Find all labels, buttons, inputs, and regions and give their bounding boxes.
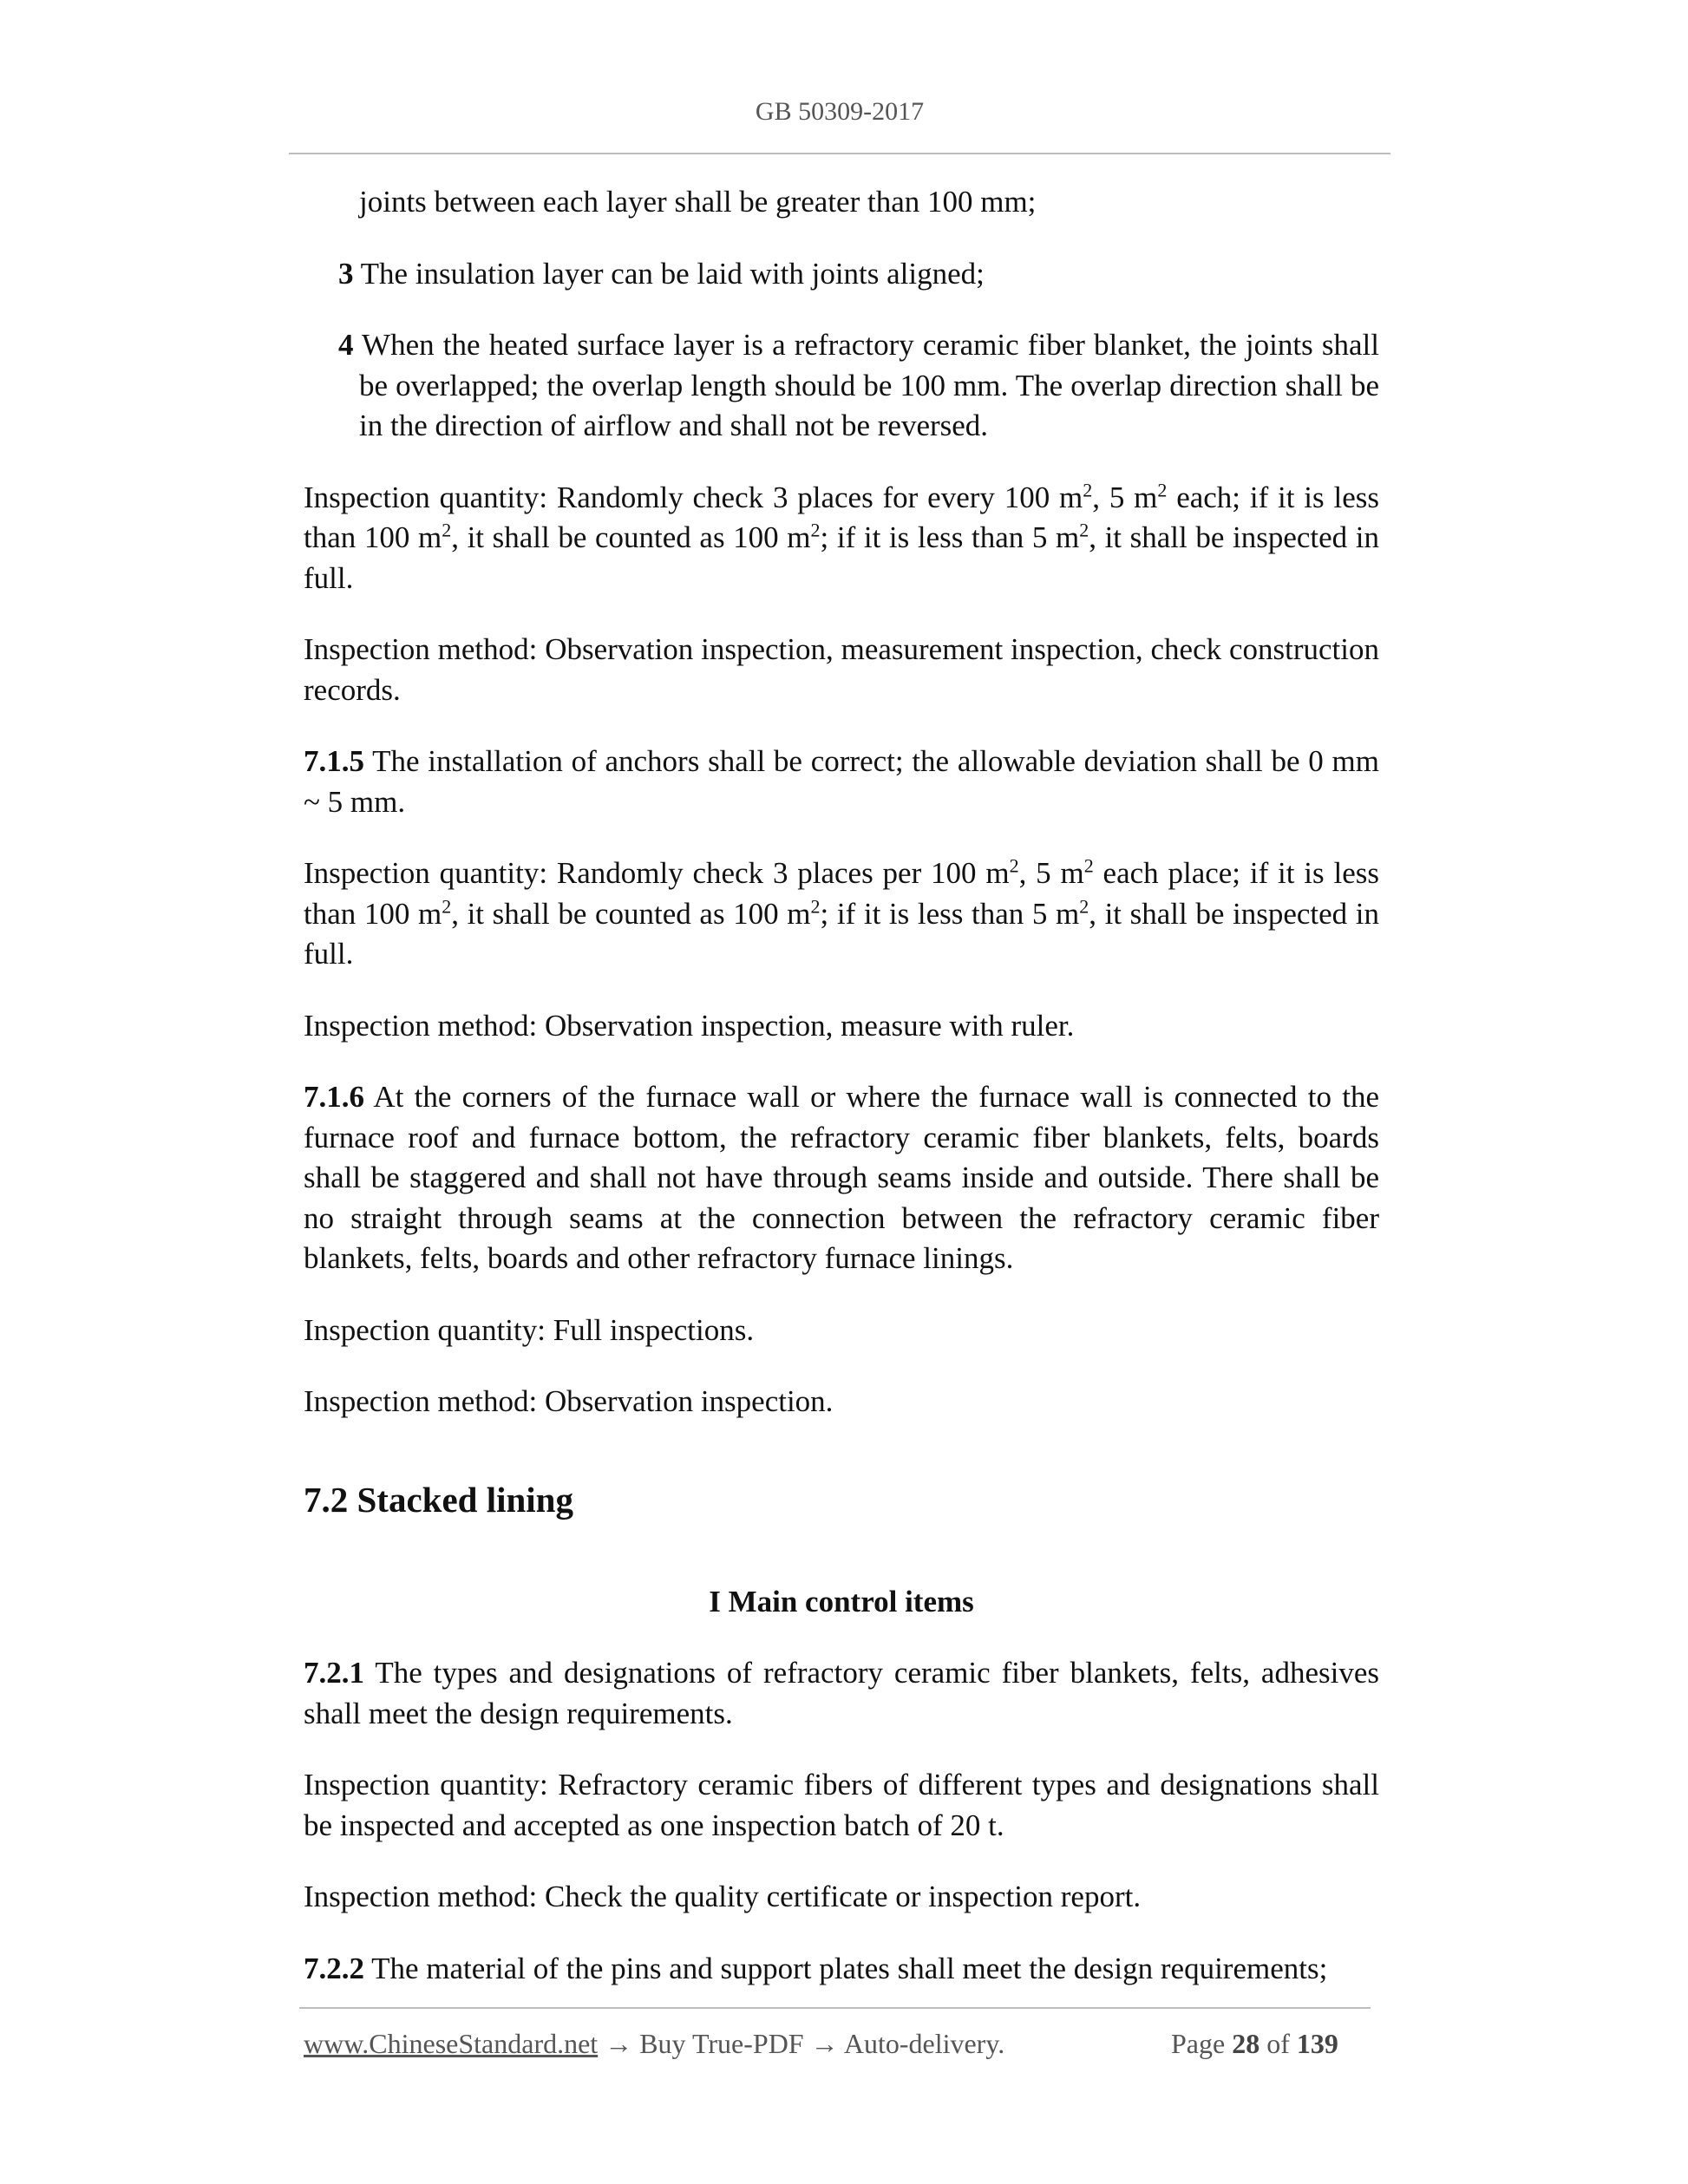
superscript: 2: [442, 894, 452, 917]
superscript: 2: [1079, 519, 1089, 541]
text-run: Inspection quantity: Randomly check 3 places for every 100 m: [304, 480, 1083, 514]
superscript: 2: [810, 894, 821, 917]
page-body: [304, 182, 1379, 1989]
header-divider: [289, 153, 1390, 154]
text-run: each place; if it is less than 100 m: [304, 856, 1379, 931]
subsection-heading-main-control: I Main control items: [709, 1584, 974, 1618]
inspection-method-1: Inspection method: Observation inspection, measurement inspection, check construction records.: [304, 632, 1379, 707]
clause-number: 7.2.2: [304, 1951, 364, 1985]
inspection-method-3: Inspection method: Observation inspection.: [304, 1384, 834, 1418]
item-text: The insulation layer can be laid with joints aligned;: [353, 256, 985, 291]
text-run: ; if it is less than 5 m: [820, 520, 1080, 554]
item-number: 4: [338, 328, 354, 362]
chinesestandard-link[interactable]: www.ChineseStandard.net: [304, 2028, 599, 2059]
clause-number: 7.1.6: [304, 1080, 364, 1114]
superscript: 2: [1083, 854, 1094, 877]
text-run: , it shall be inspected in full.: [304, 520, 1380, 595]
inspection-method-2: Inspection method: Observation inspection, measure with ruler.: [304, 1008, 1075, 1043]
clause-number: 7.1.5: [304, 744, 364, 778]
superscript: 2: [1083, 478, 1093, 500]
text-run: each; if it is less than 100 m: [304, 480, 1379, 554]
item-3: [304, 254, 1379, 295]
footer-promo: [304, 2028, 1004, 2060]
clause-7-1-6: [304, 1077, 1379, 1279]
superscript: 2: [1079, 894, 1089, 917]
section-heading-7-2: 7.2 Stacked lining: [304, 1479, 573, 1520]
document-header: GB 50309-2017: [755, 97, 925, 126]
text-run: , 5 m: [1018, 856, 1084, 890]
inspection-quantity-1: [304, 478, 1379, 599]
text-run: ; if it is less than 5 m: [820, 896, 1080, 931]
clause-7-1-5: [304, 742, 1379, 822]
clause-7-2-2: [304, 1949, 1379, 1990]
superscript: 2: [1009, 854, 1019, 877]
footer-tagline: → Buy True-PDF → Auto-delivery.: [598, 2028, 1005, 2059]
text-run: , it shall be counted as 100 m: [451, 520, 811, 554]
text-run: , 5 m: [1092, 480, 1158, 514]
page-indicator: [1171, 2028, 1338, 2060]
superscript: 2: [810, 519, 821, 541]
of-label: of: [1266, 2028, 1290, 2059]
text-run: Inspection quantity: Randomly check 3 places per 100 m: [304, 856, 1010, 890]
inspection-quantity-2: [304, 853, 1379, 975]
page-label: Page: [1171, 2028, 1226, 2059]
inspection-quantity-3: Inspection quantity: Full inspections.: [304, 1312, 755, 1347]
clause-7-2-1: [304, 1653, 1379, 1734]
superscript: 2: [1157, 478, 1168, 500]
inspection-quantity-4: Inspection quantity: Refractory ceramic fibers of different types and designations shall be inspected and accepted as one inspection batch of 20 t.: [304, 1768, 1379, 1842]
superscript: 2: [442, 519, 452, 541]
total-page-count: 139: [1296, 2028, 1338, 2059]
text-run: , it shall be inspected in full.: [304, 896, 1380, 971]
text-run: , it shall be counted as 100 m: [451, 896, 811, 931]
clause-text: The installation of anchors shall be correct; the allowable deviation shall be 0 mm ~ 5 mm.: [304, 744, 1379, 819]
current-page-number: 28: [1232, 2028, 1260, 2059]
clause-text: At the corners of the furnace wall or where the furnace wall is connected to the furnace roof and furnace bottom, the refractory ceramic fiber blankets, felts, boards shall be staggered and shall not have through seams inside and outside. There shall be no straight through seams at the connection between the refractory ceramic fiber blankets, felts, boards and other refractory furnace linings.: [304, 1080, 1379, 1275]
item-number: 3: [338, 256, 354, 291]
clause-text: The material of the pins and support plates shall meet the design requirements;: [364, 1951, 1328, 1985]
footer-divider: [299, 2007, 1371, 2009]
continued-clause-text: joints between each layer shall be greater than 100 mm;: [359, 185, 1037, 219]
item-4: [304, 325, 1379, 447]
clause-text: The types and designations of refractory ceramic fiber blankets, felts, adhesives shall meet the design requirements.: [304, 1656, 1379, 1730]
clause-number: 7.2.1: [304, 1656, 364, 1690]
inspection-method-4: Inspection method: Check the quality certificate or inspection report.: [304, 1880, 1142, 1913]
item-text: When the heated surface layer is a refractory ceramic fiber blanket, the joints shall be overlapped; the overlap length should be 100 mm. The overlap direction shall be in the direction of airflow and shall not be reversed.: [353, 328, 1379, 442]
